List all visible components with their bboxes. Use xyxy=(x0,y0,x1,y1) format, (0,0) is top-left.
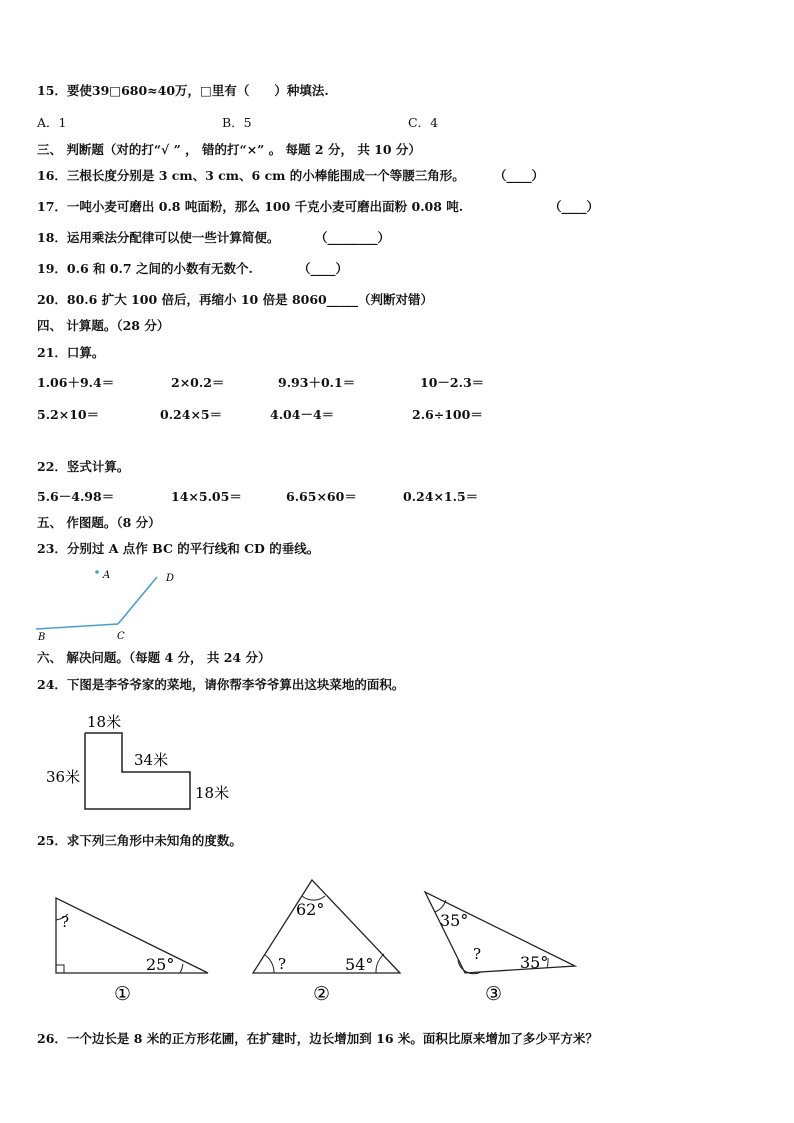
question-20: 20．80.6 扩大 100 倍后，再缩小 10 倍是 8060_____（判断对错） xyxy=(37,292,433,307)
section-5-title: 五、 作图题。（8 分） xyxy=(37,515,161,530)
label-d: D xyxy=(166,573,175,584)
section-3-title: 三、 判断题（对的打“√ ” ， 错的打“×” 。 每题 2 分， 共 10 分） xyxy=(37,142,421,157)
question-17: 17．一吨小麦可磨出 0.8 吨面粉，那么 100 千克小麦可磨出面粉 0.08 吨. xyxy=(37,199,464,214)
triangle-3 xyxy=(425,892,575,973)
vertical-calc-2: 14×5.05＝ xyxy=(171,489,242,504)
question-15-stem: 15．要使39□680≈40万，□里有（ ）种填法. xyxy=(37,83,329,98)
t1-angle-25: 25° xyxy=(146,955,175,974)
triangle-1 xyxy=(56,898,208,973)
t3-number: ③ xyxy=(485,983,503,1005)
t3-angle-35-top: 35° xyxy=(440,911,469,930)
t1-unknown: ? xyxy=(61,913,70,931)
triangle-2 xyxy=(253,880,400,973)
label-b: B xyxy=(38,632,46,643)
right-angle-mark xyxy=(56,965,64,973)
triangles-figure xyxy=(40,870,600,1010)
question-22-title: 22．竖式计算。 xyxy=(37,459,130,474)
section-6-title: 六、 解决问题。（每题 4 分， 共 24 分） xyxy=(37,650,271,665)
answer-paren-19[interactable]: （____） xyxy=(298,261,349,276)
mental-calc-3: 9.93＋0.1＝ xyxy=(278,375,356,390)
question-19: 19．0.6 和 0.7 之间的小数有无数个. xyxy=(37,261,253,276)
mental-calc-2: 2×0.2＝ xyxy=(171,375,225,390)
point-a-dot xyxy=(95,570,99,574)
segment-cd xyxy=(118,577,157,624)
label-middle-34m: 34米 xyxy=(134,751,169,769)
option-b: B．5 xyxy=(222,115,252,130)
answer-paren-16[interactable]: （____） xyxy=(494,168,545,183)
t1-number: ① xyxy=(114,983,132,1005)
mental-calc-5: 5.2×10＝ xyxy=(37,407,100,422)
section-4-title: 四、 计算题。（28 分） xyxy=(37,318,170,333)
label-top-18m: 18米 xyxy=(87,713,122,731)
t2-angle-62: 62° xyxy=(296,900,325,919)
t2-unknown: ? xyxy=(278,955,287,973)
mental-calc-8: 2.6÷100＝ xyxy=(412,407,483,422)
mental-calc-4: 10－2.3＝ xyxy=(420,375,485,390)
vertical-calc-3: 6.65×60＝ xyxy=(286,489,357,504)
mental-calc-1: 1.06＋9.4＝ xyxy=(37,375,115,390)
arc-unknown-2 xyxy=(265,955,274,973)
l-shape-outline xyxy=(85,733,190,809)
t2-angle-54: 54° xyxy=(345,955,374,974)
mental-calc-6: 0.24×5＝ xyxy=(160,407,223,422)
answer-paren-17[interactable]: （____） xyxy=(549,199,600,214)
geometry-figure-23 xyxy=(30,562,190,644)
garden-l-shape-figure xyxy=(40,710,240,815)
vertical-calc-4: 0.24×1.5＝ xyxy=(403,489,479,504)
question-25: 25．求下列三角形中未知角的度数。 xyxy=(37,833,242,848)
question-24: 24．下图是李爷爷家的菜地，请你帮李爷爷算出这块菜地的面积。 xyxy=(37,677,405,692)
option-c: C．4 xyxy=(408,115,439,130)
question-18: 18．运用乘法分配律可以使一些计算简便。 xyxy=(37,230,280,245)
question-16: 16．三根长度分别是 3 cm、3 cm、6 cm 的小棒能围成一个等腰三角形。 xyxy=(37,168,465,183)
question-23: 23．分别过 A 点作 BC 的平行线和 CD 的垂线。 xyxy=(37,541,320,556)
mental-calc-7: 4.04－4＝ xyxy=(270,407,335,422)
label-right-18m: 18米 xyxy=(195,784,230,802)
question-21-title: 21．口算。 xyxy=(37,345,105,360)
answer-paren-18[interactable]: （________） xyxy=(315,230,391,245)
t3-unknown: ? xyxy=(473,945,482,963)
arc-54 xyxy=(376,954,384,973)
vertical-calc-1: 5.6－4.98＝ xyxy=(37,489,115,504)
label-a: A xyxy=(103,570,111,581)
question-26: 26．一个边长是 8 米的正方形花圃，在扩建时，边长增加到 16 米。面积比原来增加了多少平方米？ xyxy=(37,1031,598,1046)
t3-angle-35-right: 35° xyxy=(520,953,549,972)
segment-bc xyxy=(36,624,118,629)
t2-number: ② xyxy=(313,983,331,1005)
label-left-36m: 36米 xyxy=(46,768,81,786)
arc-25 xyxy=(180,964,183,973)
label-c: C xyxy=(117,631,125,642)
option-a: A．1 xyxy=(37,115,67,130)
